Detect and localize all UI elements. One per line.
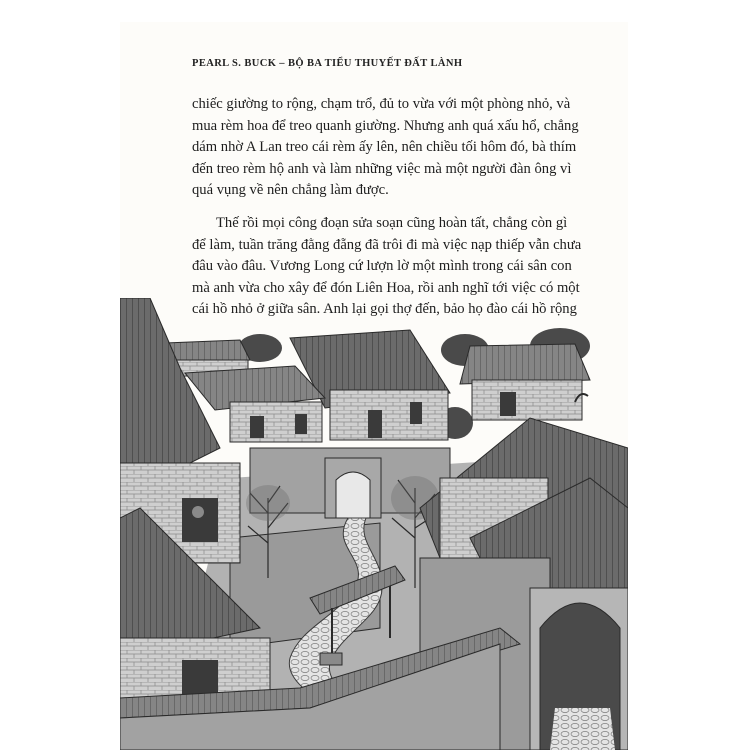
text-line: Thế rồi mọi công đoạn sửa soạn cũng hoàn tất, chẳng còn gì [216, 214, 568, 231]
body-text [192, 94, 582, 321]
archway-gate [325, 458, 381, 518]
courtyard-illustration [120, 298, 628, 750]
text-line: dám nhờ A Lan treo cái rèm ấy lên, nên chiều tối hôm đó, bà thím [192, 139, 577, 156]
text-line: đâu vào đâu. Vương Long cứ lượn lờ một mình trong cái sân con [192, 258, 572, 275]
text-line: quá vụng về nên chẳng làm được. [192, 182, 389, 199]
text-line: đến treo rèm hộ anh và làm những việc mà một người đàn ông vì [192, 160, 572, 177]
running-head: PEARL S. BUCK – BỘ BA TIỂU THUYẾT ĐẤT LÀNH [192, 58, 463, 69]
book-page [120, 22, 628, 750]
paragraph-1 [192, 94, 579, 202]
text-line: chiếc giường to rộng, chạm trổ, đủ to vừa với một phòng nhỏ, và [192, 96, 571, 112]
text-line: cái hồ nhỏ ở giữa sân. Anh lại gọi thợ đến, bảo họ đào cái hồ rộng [192, 301, 577, 318]
text-line: mà anh vừa cho xây để đón Liên Hoa, rồi anh nghĩ tới việc có một [192, 279, 580, 296]
text-line: để làm, tuần trăng đằng đẵng đã trôi đi mà việc nạp thiếp vẫn chưa [192, 236, 582, 253]
text-line: mua rèm hoa để treo quanh giường. Nhưng anh quá xấu hổ, chẳng [192, 117, 579, 134]
far-house-right [460, 344, 590, 420]
